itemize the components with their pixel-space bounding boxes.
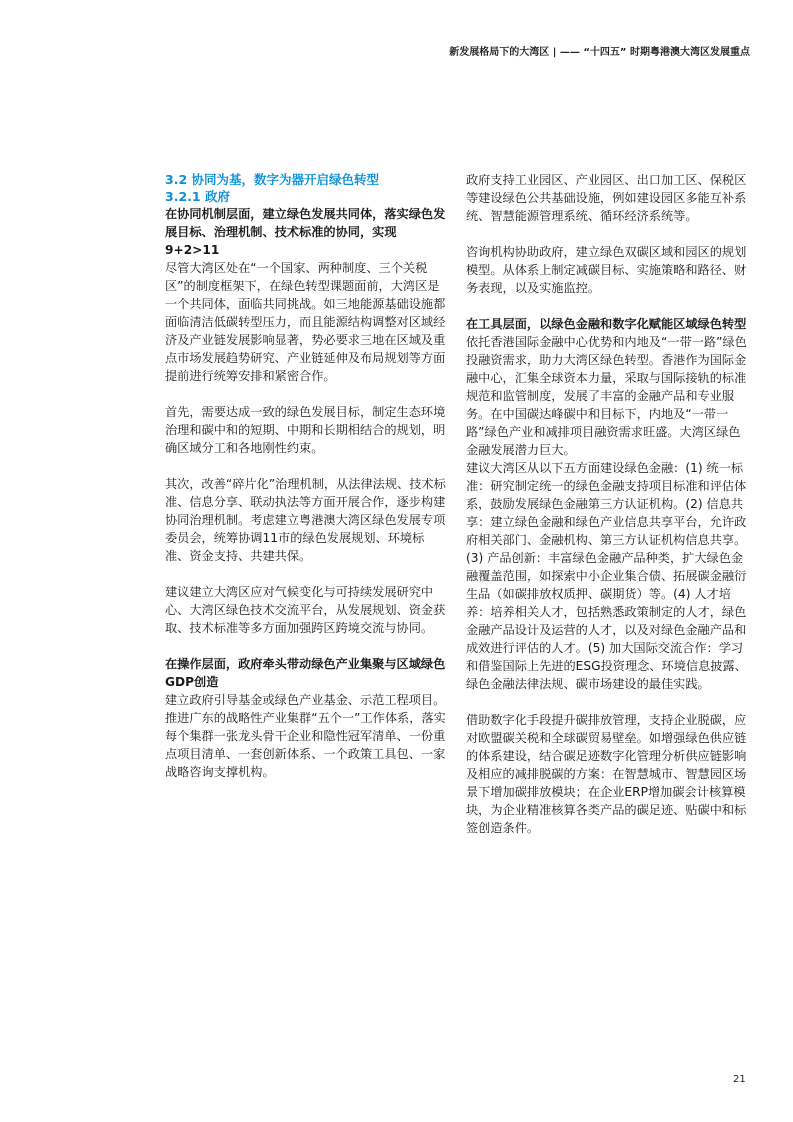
- subsection-title: 3.2.1 政府: [165, 189, 230, 204]
- paragraph: 依托香港国际金融中心优势和内地及“一带一路”绿色投融资需求，助力大湾区绿色转型。香港作为国际金融中心，汇集全球资本力量，采取与国际接轨的标准规范和监管制度，发展了丰富的金融产品和专业服务。在中国碳达峰碳中和目标下，内地及“一带一路”绿色产业和减排项目融资需求旺盛。大湾区绿色金融发展潜力巨大。: [466, 335, 747, 457]
- paragraph: 建议建立大湾区应对气候变化与可持续发展研究中心、大湾区绿色技术交流平台，从发展规划、资金获取、技术标准等多方面加强跨区跨境交流与协同。: [165, 585, 446, 635]
- paragraph: 其次，改善“碎片化”治理机制，从法律法规、技术标准、信息分享、联动执法等方面开展合作，逐步构建协同治理机制。考虑建立粤港澳大湾区绿色发展专项委员会，统筹协调11市的绿色发展规划、环境标准、资金支持、共建共保。: [165, 477, 446, 563]
- heading-tools-level: 在工具层面，以绿色金融和数字化赋能区域绿色转型: [466, 317, 747, 331]
- running-header: 新发展格局下的大湾区 | —— “十四五” 时期粤港澳大湾区发展重点: [449, 47, 750, 58]
- paragraph: 建议大湾区从以下五方面建设绿色金融：(1) 统一标准：研究制定统一的绿色金融支持项目标准和评估体系，鼓励发展绿色金融第三方认证机构。(2) 信息共享：建立绿色金融和绿色产业信息共享平台，允许政府相关部门、金融机构、第三方认证机构信息共享。(3) 产品创新：丰富绿色金融产品种类，扩大绿色金融覆盖范围，如探索中小企业集合债、拓展碳金融衍生品（如碳排放权质押、碳期货）等。(4) 人才培养：培养相关人才，包括熟悉政策制定的人才，绿色金融产品设计及运营的人才，以及对绿色金融产品和成效进行评估的人才。(5) 加大国际交流合作：学习和借鉴国际上先进的ESG投资理念、环境信息披露、绿色金融法律法规、碳市场建设的最佳实践。: [466, 461, 747, 691]
- right-column: [466, 171, 749, 837]
- paragraph: 首先，需要达成一致的绿色发展目标，制定生态环境治理和碳中和的短期、中期和长期相结合的规划，明确区域分工和各地刚性约束。: [165, 405, 446, 455]
- paragraph: 借助数字化手段提升碳排放管理，支持企业脱碳，应对欧盟碳关税和全球碳贸易壁垒。如增强绿色供应链的体系建设，结合碳足迹数字化管理分析供应链影响及相应的减排脱碳的方案：在智慧城市、智慧园区场景下增加碳排放模块；在企业ERP增加碳会计核算模块，为企业精准核算各类产品的碳足迹、贴碳中和标签创造条件。: [466, 713, 747, 835]
- section-title: 3.2 协同为基，数字为器开启绿色转型: [165, 172, 379, 187]
- page-number: 21: [733, 1074, 746, 1085]
- paragraph: 建立政府引导基金或绿色产业基金、示范工程项目。推进广东的战略性产业集群“五个一”工作体系，落实每个集群一张龙头骨干企业和隐性冠军清单、一份重点项目清单、一套创新体系、一个政策工具包、一家战略咨询支撑机构。: [165, 693, 446, 779]
- paragraph: 尽管大湾区处在“一个国家、两种制度、三个关税区”的制度框架下，在绿色转型课题面前，大湾区是一个共同体，面临共同挑战。如三地能源基础设施都面临清洁低碳转型压力，而且能源结构调整对区域经济及产业链发展影响显著，势必要求三地在区域及重点市场发展趋势研究、产业链延伸及布局规划等方面提前进行统筹安排和紧密合作。: [165, 261, 446, 383]
- paragraph: 政府支持工业园区、产业园区、出口加工区、保税区等建设绿色公共基础设施，例如建设园区多能互补系统、智慧能源管理系统、循环经济系统等。: [466, 173, 747, 223]
- heading-collaboration-mechanism: 在协同机制层面，建立绿色发展共同体，落实绿色发展目标、治理机制、技术标准的协同，实现9+2>11: [165, 207, 446, 257]
- paragraph: 咨询机构协助政府，建立绿色双碳区域和园区的规划模型。从体系上制定减碳目标、实施策略和路径、财务表现，以及实施监控。: [466, 245, 747, 295]
- left-column: [165, 171, 448, 781]
- heading-operation-level: 在操作层面，政府牵头带动绿色产业集聚与区域绿色GDP创造: [165, 657, 446, 689]
